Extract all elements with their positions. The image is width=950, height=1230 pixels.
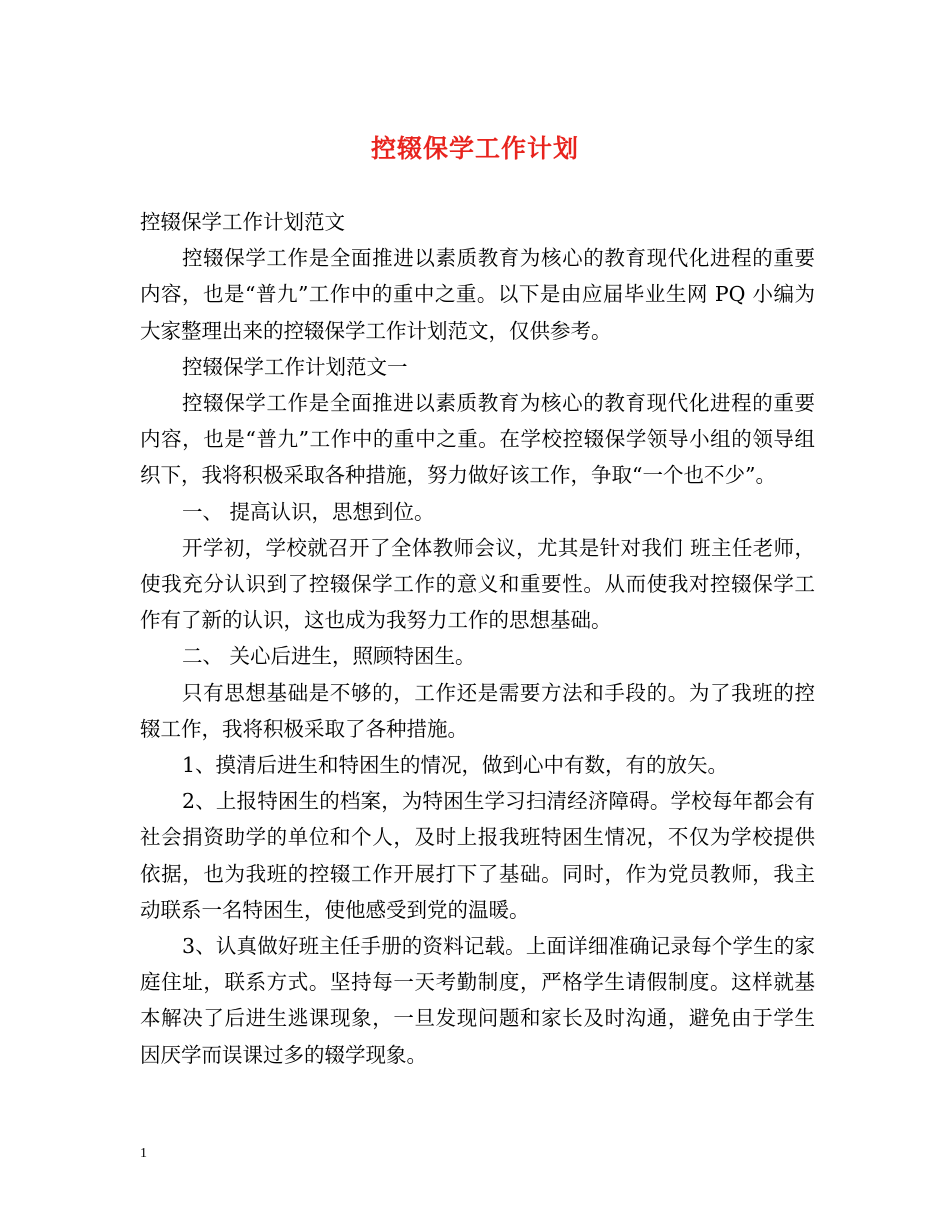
paragraph: 控辍保学工作是全面推进以素质教育为核心的教育现代化进程的重要内容，也是“普九”工作中的重中之重。在学校控辍保学领导小组的领导组织下，我将积极采取各种措施，努力做好该工作，争取“一个也不少”。 (140, 391, 815, 488)
document-body (140, 204, 815, 1073)
paragraph: 一、 提高认识，思想到位。 (182, 499, 435, 524)
paragraph: 控辍保学工作是全面推进以素质教育为核心的教育现代化进程的重要内容，也是“普九”工作中的重中之重。以下是由应届毕业生网 PQ 小编为大家整理出来的控辍保学工作计划范文，仅供参考。 (140, 246, 815, 343)
paragraph: 1、摸清后进生和特困生的情况，做到心中有数，有的放矢。 (182, 753, 729, 778)
paragraph: 3、认真做好班主任手册的资料记载。上面详细准确记录每个学生的家庭住址，联系方式。坚持每一天考勤制度，严格学生请假制度。这样就基本解决了后进生逃课现象，一旦发现问题和家长及时沟通，避免由于学生因厌学而误课过多的辍学现象。 (140, 934, 815, 1067)
page-number: 1 (140, 1146, 147, 1161)
paragraph: 二、 关心后进生，照顾特困生。 (182, 644, 476, 669)
paragraph: 只有思想基础是不够的，工作还是需要方法和手段的。为了我班的控辍工作，我将积极采取了各种措施。 (140, 680, 815, 741)
document-title: 控辍保学工作计划 (370, 134, 579, 163)
paragraph: 开学初，学校就召开了全体教师会议，尤其是针对我们 班主任老师，使我充分认识到了控辍保学工作的意义和重要性。从而使我对控辍保学工作有了新的认识，这也成为我努力工作的思想基础。 (140, 535, 815, 633)
paragraph: 控辍保学工作计划范文一 (182, 354, 408, 379)
paragraph: 控辍保学工作计划范文 (140, 210, 345, 234)
paragraph: 2、上报特困生的档案，为特困生学习扫清经济障碍。学校每年都会有社会捐资助学的单位和个人，及时上报我班特困生情况，不仅为学校提供依据，也为我班的控辍工作开展打下了基础。同时，作为党员教师，我主动联系一名特困生，使他感受到党的温暖。 (140, 789, 815, 922)
